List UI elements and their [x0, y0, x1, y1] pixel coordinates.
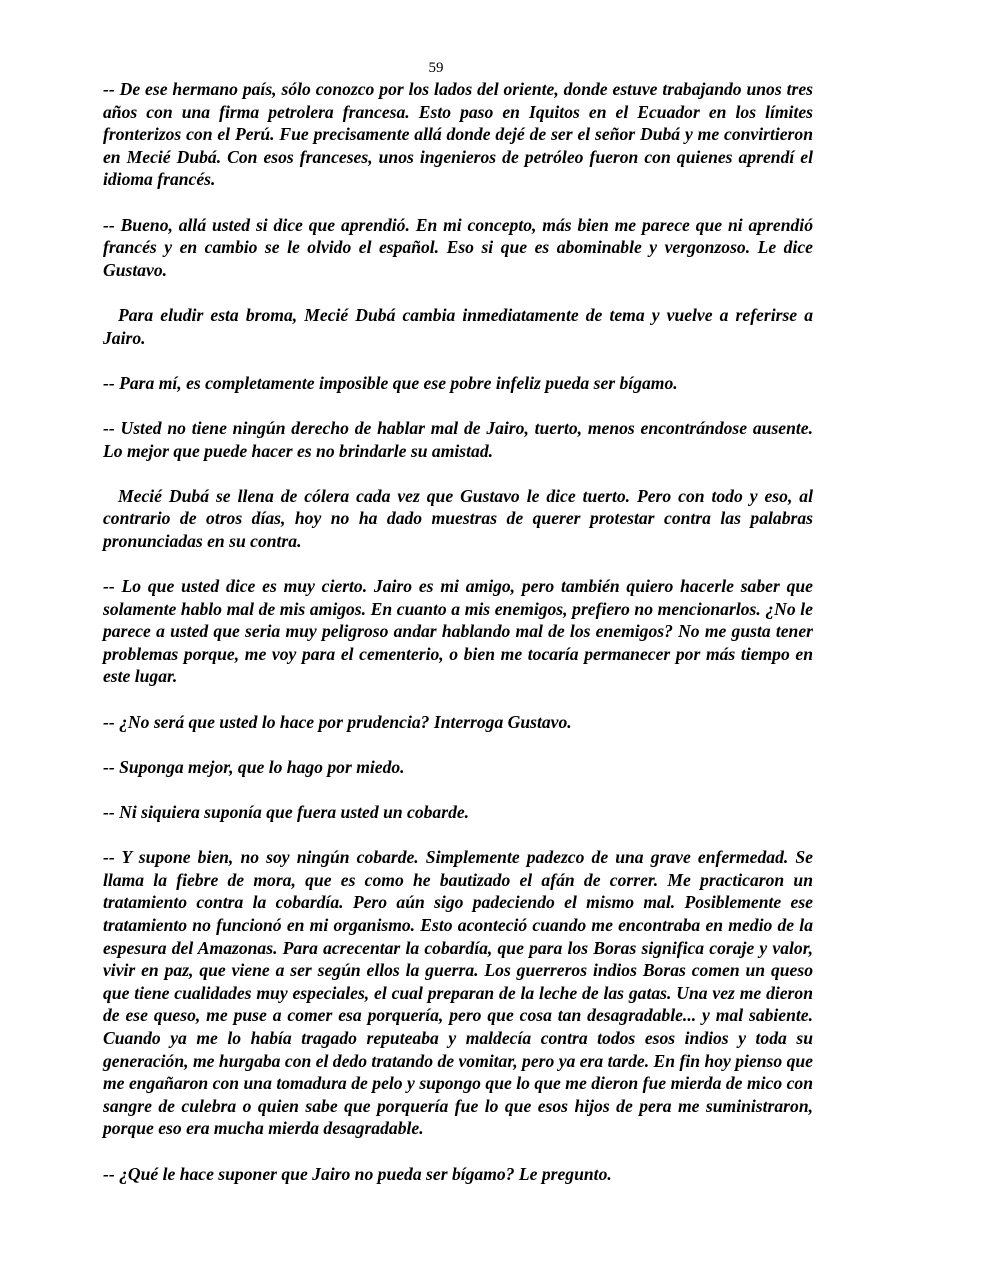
- paragraph: Para eludir esta broma, Mecié Dubá cambia inmediatamente de tema y vuelve a referirse a Jairo.: [103, 304, 813, 348]
- paragraph: -- Lo que usted dice es muy cierto. Jairo es mi amigo, pero también quiero hacerle saber que solamente hablo mal de mis amigos. En cuanto a mis enemigos, prefiero no mencionarlos. ¿No le parece a usted que seria muy peligroso andar hablando mal de los enemigos? No me gusta tener problemas porque, me voy para el cementerio, o bien me tocaría permanecer por más tiempo en este lugar.: [103, 576, 813, 687]
- paragraph: -- Y supone bien, no soy ningún cobarde. Simplemente padezco de una grave enfermedad. Se llama la fiebre de mora, que es como he bautizado el afán de correr. Me practicaron un tratamiento contra la cobardía. Pero aún sigo padeciendo el mismo mal. Posiblemente ese tratamiento no funcionó en mi organismo. Esto aconteció cuando me encontraba en medio de la espesura del Amazonas. Para acrecentar la cobardía, que para los Boras significa coraje y valor, vivir en paz, que viene a ser según ellos la guerra. Los guerreros indios Boras comen un queso que tiene cualidades muy especiales, el cual preparan de la leche de las gatas. Una vez me dieron de ese queso, me puse a comer esa porquería, pero que cosa tan desagradable... y mal sabiente. Cuando ya me lo había tragado reputeaba y maldecía contra todos esos indios y toda su generación, me hurgaba con el dedo tratando de vomitar, pero ya era tarde. En fin hoy pienso que me engañaron con una tomadura de pelo y supongo que lo que me dieron fue mierda de mico con sangre de culebra o quien sabe que porquería fue lo que esos hijos de pera me suministraron, porque eso era mucha mierda desagradable.: [103, 847, 813, 1139]
- page-number: 59: [428, 60, 444, 76]
- paragraph: -- Suponga mejor, que lo hago por miedo.: [103, 756, 405, 777]
- paragraph: -- Ni siquiera suponía que fuera usted un cobarde.: [103, 802, 470, 822]
- paragraph: -- De ese hermano país, sólo conozco por los lados del oriente, donde estuve trabajando unos tres años con una firma petrolera francesa. Esto paso en Iquitos en el Ecuador en los límites fronterizos con el Perú. Fue precisamente allá donde dejé de ser el señor Dubá y me convirtieron en Mecié Dubá. Con esos franceses, unos ingenieros de petróleo fueron con quienes aprendí el idioma francés.: [103, 79, 813, 190]
- paragraph: -- Bueno, allá usted si dice que aprendió. En mi concepto, más bien me parece que ni aprendió francés y en cambio se le olvido el español. Eso si que es abominable y vergonzoso. Le dice Gustavo.: [103, 214, 813, 280]
- body-text: [103, 78, 813, 1208]
- paragraph: -- ¿Qué le hace suponer que Jairo no pueda ser bígamo? Le pregunto.: [103, 1163, 612, 1184]
- paragraph: -- Usted no tiene ningún derecho de hablar mal de Jairo, tuerto, menos encontrándose ausente. Lo mejor que puede hacer es no brindarle su amistad.: [103, 417, 813, 461]
- paragraph: -- Para mí, es completamente imposible que ese pobre infeliz pueda ser bígamo.: [103, 372, 678, 393]
- paragraph: Mecié Dubá se llena de cólera cada vez que Gustavo le dice tuerto. Pero con todo y eso, al contrario de otros días, hoy no ha dado muestras de querer protestar contra las palabras pronunciadas en su contra.: [103, 485, 813, 551]
- paragraph: -- ¿No será que usted lo hace por prudencia? Interroga Gustavo.: [103, 711, 572, 732]
